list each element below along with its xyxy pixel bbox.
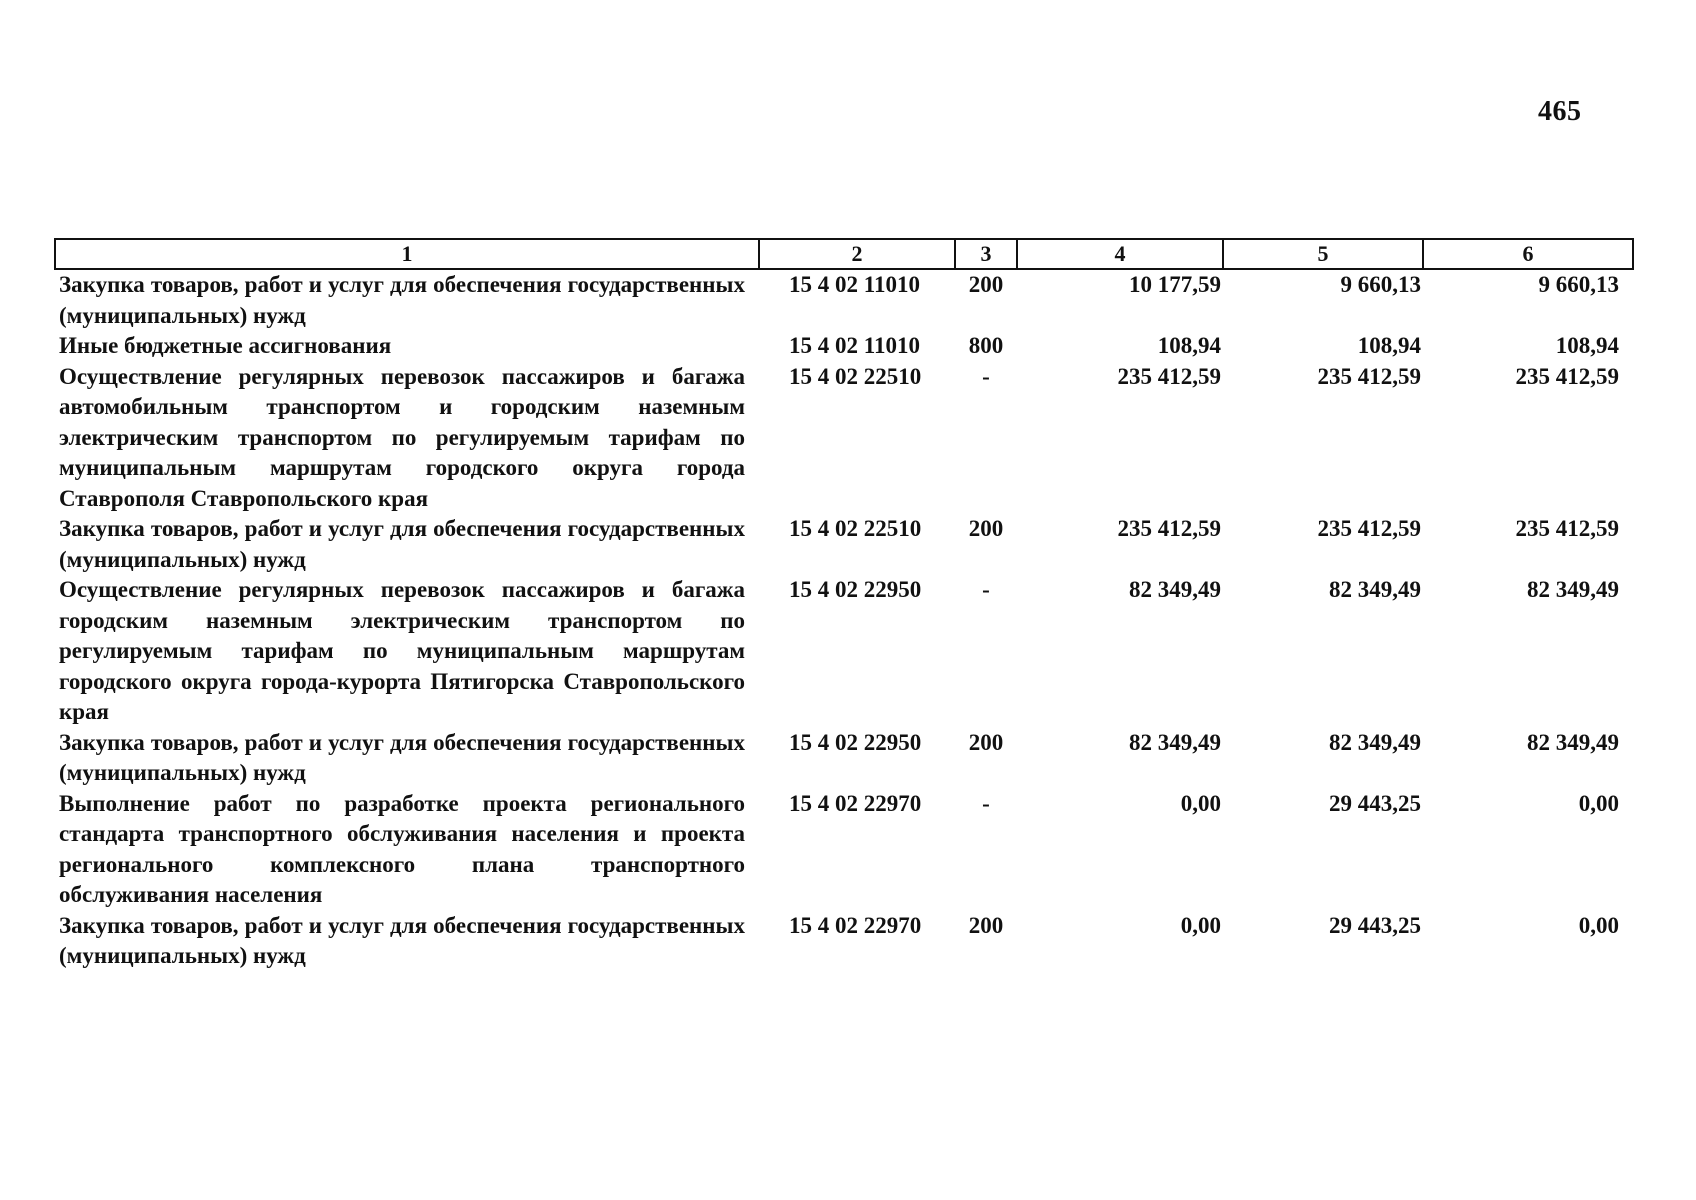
row-value-6: 82 349,49 — [1527, 577, 1619, 602]
row-kind: - — [982, 577, 990, 602]
row-kind: 200 — [968, 729, 1004, 755]
budget-table — [54, 238, 1634, 972]
row-value-4: 0,00 — [1180, 912, 1221, 938]
row-value-4: 0,00 — [1180, 790, 1221, 816]
row-value-5: 29 443,25 — [1329, 912, 1421, 938]
row-kind: 200 — [968, 516, 1004, 541]
row-name: Закупка товаров, работ и услуг для обеспечения государственных (муниципальных) нужд — [59, 272, 745, 328]
row-value-6: 0,00 — [1578, 790, 1619, 816]
row-name: Осуществление регулярных перевозок пассажиров и багажа городским наземным электрическим транспортом по регулируемым тарифам по муниципальным маршрутам городского округа города-курорта Пятигорска Ставропольского края — [59, 577, 745, 724]
table-row — [55, 514, 1633, 575]
row-code: 15 4 02 22950 — [789, 729, 922, 755]
row-kind: - — [982, 790, 990, 816]
table-body — [55, 269, 1633, 972]
row-value-4: 82 349,49 — [1129, 729, 1221, 755]
header-row — [55, 239, 1633, 269]
column-header-6: 6 — [1423, 239, 1633, 269]
row-value-4: 235 412,59 — [1117, 516, 1221, 541]
row-name: Осуществление регулярных перевозок пассажиров и багажа автомобильным транспортом и городским наземным электрическим транспортом по регулируемым тарифам по муниципальным маршрутам городского округа города Ставрополя Ставропольского края — [59, 363, 745, 511]
row-value-5: 82 349,49 — [1329, 729, 1421, 755]
row-code: 15 4 02 11010 — [789, 333, 920, 358]
row-name: Закупка товаров, работ и услуг для обеспечения государственных (муниципальных) нужд — [59, 516, 745, 572]
row-value-6: 235 412,59 — [1515, 363, 1619, 389]
row-name: Иные бюджетные ассигнования — [59, 333, 392, 358]
row-value-6: 235 412,59 — [1515, 516, 1619, 541]
table-row — [55, 331, 1633, 362]
table-row — [55, 911, 1633, 972]
row-code: 15 4 02 22510 — [789, 363, 922, 389]
row-value-5: 235 412,59 — [1317, 516, 1421, 541]
row-name: Выполнение работ по разработке проекта регионального стандарта транспортного обслуживания населения и проекта регионального комплексного плана транспортного обслуживания населения — [59, 790, 745, 907]
row-code: 15 4 02 22970 — [789, 790, 922, 816]
row-value-4: 10 177,59 — [1129, 272, 1221, 297]
row-name: Закупка товаров, работ и услуг для обеспечения государственных (муниципальных) нужд — [59, 729, 745, 785]
row-value-6: 82 349,49 — [1527, 729, 1619, 755]
table-header — [55, 239, 1633, 269]
table-row — [55, 789, 1633, 911]
row-code: 15 4 02 11010 — [789, 272, 920, 297]
row-code: 15 4 02 22510 — [789, 516, 922, 541]
table-row — [55, 728, 1633, 789]
row-kind: 200 — [968, 272, 1004, 297]
table-row — [55, 575, 1633, 728]
row-value-5: 108,94 — [1357, 333, 1421, 358]
row-value-4: 82 349,49 — [1129, 577, 1221, 602]
row-kind: 800 — [968, 333, 1004, 358]
row-kind: 200 — [968, 912, 1004, 938]
row-code: 15 4 02 22970 — [789, 912, 922, 938]
row-value-5: 29 443,25 — [1329, 790, 1421, 816]
row-value-5: 235 412,59 — [1317, 363, 1421, 389]
row-code: 15 4 02 22950 — [789, 577, 922, 602]
table-row — [55, 362, 1633, 515]
row-value-5: 9 660,13 — [1340, 272, 1421, 297]
row-value-6: 0,00 — [1578, 912, 1619, 938]
row-value-4: 235 412,59 — [1117, 363, 1221, 389]
column-header-5: 5 — [1223, 239, 1423, 269]
column-header-4: 4 — [1017, 239, 1223, 269]
row-value-6: 9 660,13 — [1538, 272, 1619, 297]
row-value-4: 108,94 — [1157, 333, 1221, 358]
row-kind: - — [982, 363, 990, 389]
column-header-1: 1 — [55, 239, 759, 269]
row-value-5: 82 349,49 — [1329, 577, 1421, 602]
row-name: Закупка товаров, работ и услуг для обеспечения государственных (муниципальных) нужд — [59, 912, 745, 968]
table-row — [55, 269, 1633, 331]
row-value-6: 108,94 — [1555, 333, 1619, 358]
page-number: 465 — [1538, 96, 1582, 127]
column-header-3: 3 — [955, 239, 1017, 269]
column-header-2: 2 — [759, 239, 955, 269]
